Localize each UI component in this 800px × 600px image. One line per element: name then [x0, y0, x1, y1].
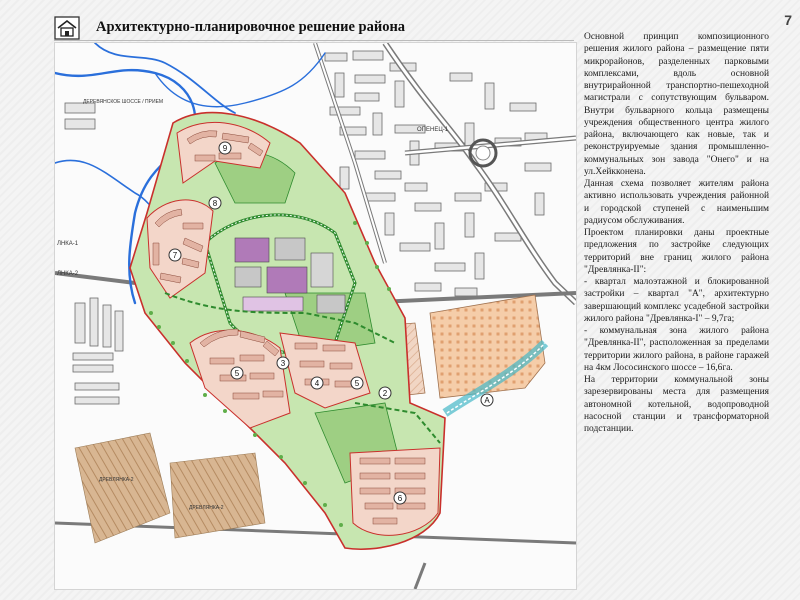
title-divider [54, 40, 574, 41]
paragraph: - коммунальная зона жилого района "Древлянка-II", расположенная за пределами территории жилого района, в районе гаражей на 4км Лососинского шоссе – 16,6га. [584, 326, 769, 373]
svg-text:5: 5 [234, 369, 240, 378]
paragraph: - квартал малоэтажной и блокированной застройки – квартал "А", архитектурно завершающий комплекс усадебной застройки жилого района "Древлянка-I" – 9,7га; [584, 277, 769, 324]
map-label-top-left: ДЕРЕВЯНСКОЕ ШОССЕ / ПРИЕМ [83, 99, 164, 105]
marker-7 [351, 377, 363, 389]
house-building-icon [54, 16, 80, 40]
page-number: 7 [784, 12, 792, 28]
marker-2 [169, 249, 181, 261]
marker-9 [277, 357, 289, 369]
marker-1 [219, 142, 231, 154]
marker-8 [394, 492, 406, 504]
svg-text:А: А [484, 396, 490, 405]
marker-quarter-a [481, 394, 493, 406]
map-label-left-1: ЛНКА-1 [57, 241, 79, 247]
svg-text:8: 8 [212, 199, 218, 208]
svg-text:2: 2 [382, 389, 388, 398]
svg-text:4: 4 [314, 379, 320, 388]
paragraph: Проектом планировки даны проектные предложения по застройке следующих территорий вне границ жилого района "Древлянка-II": [584, 228, 769, 275]
marker-3 [209, 197, 221, 209]
paragraph: Основной принцип композиционного решения жилого района – размещение пяти микрорайонов, разделенных парковыми комплексами, вдоль основной внутрирайонной транспортно-пешеходной магистрали с сопутствующим бульваром. Внутри бульварного кольца размещены учреждения общественного центра жилого района, включающего как новые, так и реконструируемые здания промышленно-коммунальных зон завода "Онего" и на ул.Хейкконена. [584, 32, 769, 177]
svg-text:7: 7 [172, 251, 178, 260]
garage-label-2: ДРЕВЛЯНКА-2 [189, 505, 224, 511]
svg-text:5: 5 [354, 379, 360, 388]
marker-6 [379, 387, 391, 399]
svg-text:9: 9 [222, 144, 228, 153]
description-text [584, 31, 769, 435]
marker-4 [231, 367, 243, 379]
garage-label-1: ДРЕВЛЯНКА-2 [99, 477, 134, 483]
paragraph: На территории коммунальной зоны зарезервированы места для размещения автономной котельной, водопроводной насосной станции и трансформаторной подстанции. [584, 375, 769, 434]
master-plan-svg [55, 43, 576, 589]
svg-text:6: 6 [397, 494, 403, 503]
page-title: Архитектурно-планировочное решение района [96, 19, 406, 35]
paragraph: Данная схема позволяет жителям района активно использовать учреждения районной и городской ступеней с наименьшим радиусом обслуживания. [584, 179, 769, 226]
map-label-left-2: ЛНКА-2 [57, 271, 79, 277]
marker-5 [311, 377, 323, 389]
map-label-top-center: ОПЕНЕЦ-1 [417, 127, 449, 133]
svg-text:3: 3 [280, 359, 286, 368]
master-plan-map [54, 42, 577, 590]
